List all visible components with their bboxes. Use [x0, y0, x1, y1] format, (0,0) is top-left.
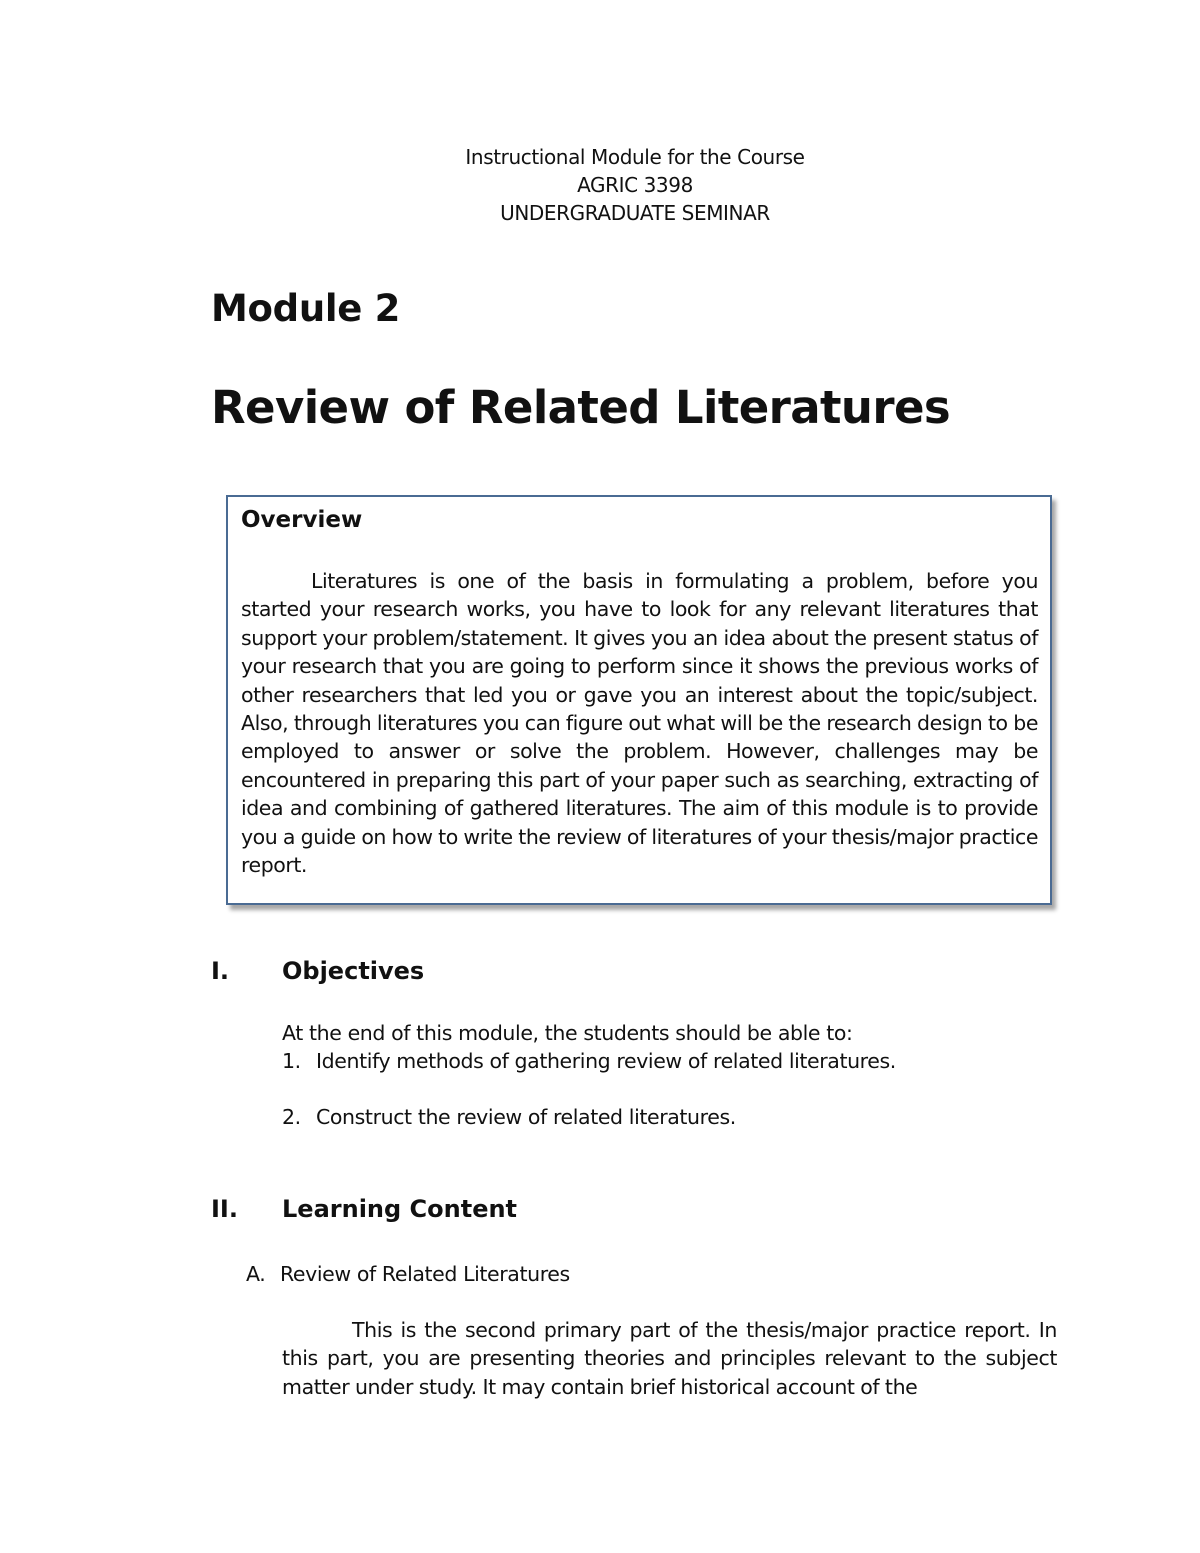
overview-box: [226, 495, 1052, 905]
objectives-heading: [211, 957, 424, 985]
header-line-course-name: UNDERGRADUATE SEMINAR: [500, 201, 770, 225]
list-marker: 2.: [282, 1105, 301, 1129]
subsection-title: Review of Related Literatures: [280, 1262, 570, 1286]
header-line-module-for-course: Instructional Module for the Course: [465, 145, 805, 169]
subsection-marker: A.: [246, 1262, 266, 1286]
list-item-text: Construct the review of related literatures.: [316, 1105, 736, 1129]
learning-content-heading: [211, 1195, 517, 1223]
overview-paragraph: Literatures is one of the basis in formulating a problem, before you started your research works, you have to look for any relevant literatures that support your problem/statement. It gives you an idea about the present status of your research that you are going to perform since it shows the previous works of other researchers that led you or gave you an interest about the topic/subject. Also, through literatures you can figure out what will be the research design to be employed to answer or solve the problem. However, challenges may be encountered in preparing this part of your paper such as searching, extracting of idea and combining of gathered literatures. The aim of this module is to provide you a guide on how to write the review of literatures of your thesis/major practice report.: [241, 569, 1038, 878]
section-title: Learning Content: [282, 1195, 518, 1223]
module-title: Review of Related Literatures: [211, 381, 951, 434]
list-marker: 1.: [282, 1049, 301, 1073]
learning-content-paragraph: This is the second primary part of the thesis/major practice report. In this part, you are presenting theories and principles relevant to the subject matter under study. It may contain brief historical account of the: [282, 1318, 1057, 1399]
list-item-text: Identify methods of gathering review of related literatures.: [316, 1049, 896, 1073]
objectives-intro: At the end of this module, the students should be able to:: [282, 1021, 853, 1045]
course-header: [0, 143, 1200, 227]
list-item: [282, 1047, 896, 1075]
section-number: I.: [211, 957, 230, 985]
list-item: [282, 1103, 736, 1131]
section-title: Objectives: [282, 957, 425, 985]
module-number: Module 2: [211, 287, 401, 330]
header-line-course-code: AGRIC 3398: [577, 173, 693, 197]
subsection-heading: [246, 1260, 570, 1288]
section-number: II.: [211, 1195, 238, 1223]
overview-heading: Overview: [241, 507, 363, 533]
